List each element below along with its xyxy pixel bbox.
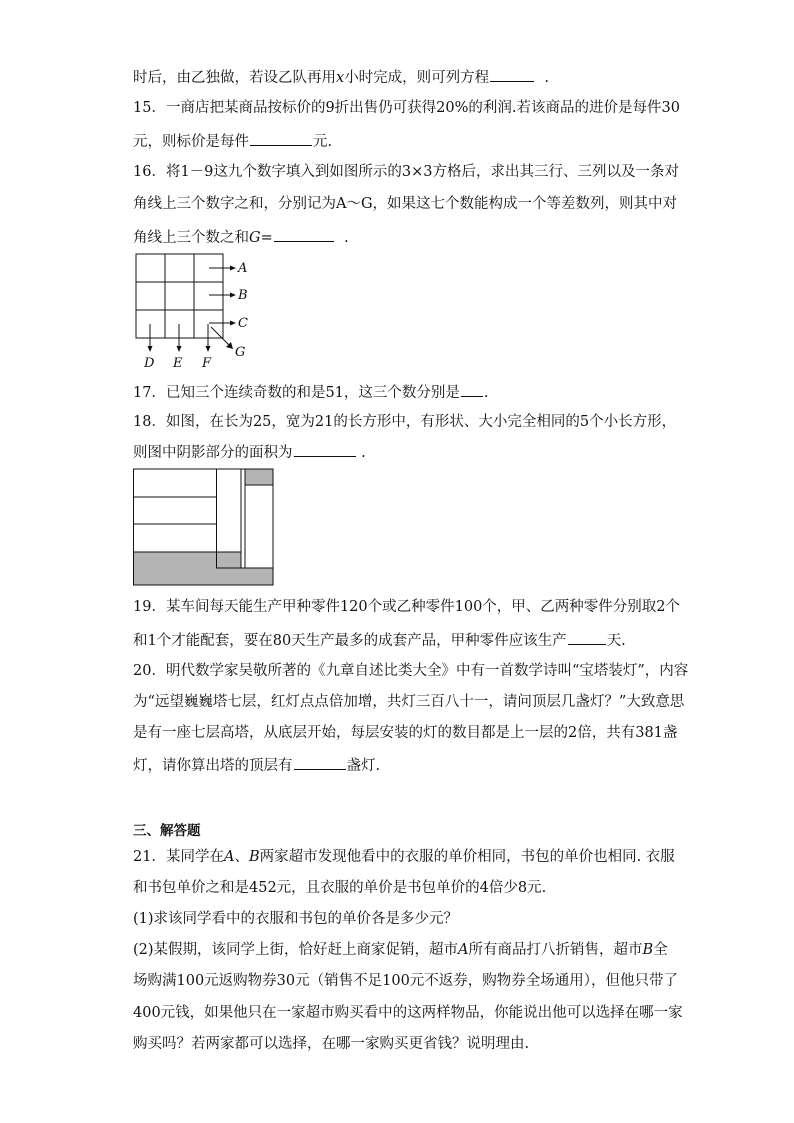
q21-p2-var-a: A bbox=[458, 942, 469, 958]
small-rect-2 bbox=[134, 497, 217, 524]
q17-text: 17．已知三个连续奇数的和是51，这三个数分别是 bbox=[133, 385, 460, 401]
q21-sep: 、 bbox=[234, 849, 249, 865]
arrowhead-f bbox=[206, 346, 211, 352]
q14-end: . bbox=[544, 70, 550, 86]
q21-p2-text-1: (2)某假期，该同学上街，恰好赶上商家促销，超市 bbox=[133, 942, 459, 958]
q19-line-1: 19．某车间每天能生产甲种零件120个或乙种零件100个，甲、乙两种零件分别取2个 bbox=[133, 599, 681, 615]
q20-line-4 bbox=[133, 754, 380, 776]
q21-line-2: 和书包单价之和是452元，且衣服的单价是书包单价的4倍少8元. bbox=[133, 880, 547, 896]
q16-text: 角线上三个数之和 bbox=[133, 230, 249, 246]
q17-answer-blank[interactable] bbox=[461, 381, 483, 397]
arrowhead-e bbox=[177, 346, 182, 352]
section-heading: 三、解答题 bbox=[133, 823, 201, 839]
q20-line-1: 20．明代数学家吴敬所著的《九章自述比类大全》中有一首数学诗叫“宝塔装灯”，内容 bbox=[133, 663, 689, 679]
q21-var-a: A bbox=[223, 849, 235, 865]
q14-answer-blank[interactable] bbox=[490, 66, 534, 82]
q19-unit: 天. bbox=[606, 633, 626, 649]
q21-p2-text-3: 全 bbox=[653, 942, 668, 958]
q21-text-1: 21．某同学在 bbox=[133, 849, 224, 865]
q15-text: 元，则标价是每件 bbox=[133, 134, 249, 150]
q18-text: 则图中阴影部分的面积为 bbox=[133, 445, 293, 461]
q21-p2-var-b: B bbox=[642, 942, 654, 958]
q16-answer-blank[interactable] bbox=[274, 226, 334, 242]
q16-end: . bbox=[343, 230, 349, 246]
q17-line bbox=[133, 381, 489, 403]
q21-part-1: (1)求该同学看中的衣服和书包的单价各是多少元？ bbox=[133, 911, 459, 927]
q18-line-2 bbox=[133, 441, 366, 463]
q15-answer-blank[interactable] bbox=[250, 130, 312, 146]
q18-rectangle-figure bbox=[130, 466, 276, 588]
q14-text-1: 时后，由乙独做，若设乙队再用 bbox=[133, 70, 336, 86]
q21-var-b: B bbox=[248, 849, 260, 865]
label-f: F bbox=[202, 356, 212, 371]
label-d: D bbox=[144, 356, 155, 371]
label-c: C bbox=[238, 316, 248, 331]
label-g: G bbox=[235, 345, 246, 360]
small-rect-5 bbox=[245, 485, 273, 568]
q16-equals: = bbox=[260, 230, 273, 246]
q20-line-2: 为“远望巍巍塔七层，红灯点点倍加增，共灯三百八十一，请问顶层几盏灯？”大致意思 bbox=[133, 694, 685, 710]
q21-text-2: 两家超市发现他看中的衣服的单价相同，书包的单价也相同. 衣服 bbox=[259, 849, 675, 865]
label-a: A bbox=[238, 261, 248, 276]
q21-p2-text-2: 所有商品打八折销售，超市 bbox=[468, 942, 643, 958]
q21-line-1 bbox=[133, 847, 675, 867]
arrowhead-a bbox=[230, 266, 236, 271]
q14-text-2: 小时完成，则可列方程 bbox=[344, 70, 490, 86]
arrowhead-c bbox=[230, 321, 236, 326]
arrowhead-b bbox=[230, 293, 236, 298]
q16-line-3 bbox=[133, 226, 349, 248]
q19-answer-blank[interactable] bbox=[568, 629, 606, 645]
q16-line-1: 16．将1－9这九个数字填入到如图所示的3×3方格后，求出其三行、三列以及一条对 bbox=[133, 164, 679, 180]
q15-line-1: 15．一商店把某商品按标价的9折出售仍可获得20%的利润.若该商品的进价是每件30 bbox=[133, 100, 680, 116]
shaded-corner-region bbox=[245, 469, 273, 485]
q21-part-2-line-3: 400元钱，如果他只在一家超市购买看中的这两样物品，你能说出他可以选择在哪一家 bbox=[133, 1005, 683, 1021]
q21-part-2-line-2: 场购满100元返购物券30元（销售不足100元不返券，购物券全场通用），但他只带了 bbox=[133, 973, 679, 989]
q19-text: 和1个才能配套，要在80天生产最多的成套产品，甲种零件应该生产 bbox=[133, 633, 567, 649]
q17-end: . bbox=[483, 385, 489, 401]
q18-line-1: 18．如图，在长为25，宽为21的长方形中，有形状、大小完全相同的5个小长方形， bbox=[133, 414, 677, 430]
q14-tail-line bbox=[133, 66, 549, 88]
q21-part-2-line-4: 购买吗？若两家都可以选择，在哪一家购买更省钱？说明理由. bbox=[133, 1036, 530, 1052]
arrowhead-d bbox=[148, 346, 153, 352]
label-b: B bbox=[238, 288, 248, 303]
arrow-diagonal-g bbox=[211, 327, 230, 346]
q20-answer-blank[interactable] bbox=[294, 754, 346, 770]
q16-line-2: 角线上三个数字之和，分别记为A～G，如果这七个数能构成一个等差数列，则其中对 bbox=[133, 196, 678, 212]
q20-line-3: 是有一座七层高塔，从底层开始，每层安装的灯的数目都是上一层的2倍，共有381盏 bbox=[133, 725, 678, 741]
q19-line-2 bbox=[133, 629, 626, 651]
q18-end: . bbox=[361, 445, 366, 461]
q16-grid-figure bbox=[128, 250, 258, 372]
small-rect-3 bbox=[134, 524, 217, 552]
q15-line-2 bbox=[133, 130, 332, 152]
small-rect-1 bbox=[134, 469, 217, 497]
q15-unit: 元. bbox=[313, 134, 333, 150]
q16-variable-g: G bbox=[249, 230, 261, 246]
label-e: E bbox=[173, 356, 183, 371]
q18-answer-blank[interactable] bbox=[294, 441, 356, 457]
q20-text: 灯，请你算出塔的顶层有 bbox=[133, 758, 293, 774]
q21-part-2-line-1 bbox=[133, 940, 668, 960]
q20-unit: 盏灯. bbox=[346, 758, 381, 774]
q14-variable: x bbox=[336, 70, 345, 86]
